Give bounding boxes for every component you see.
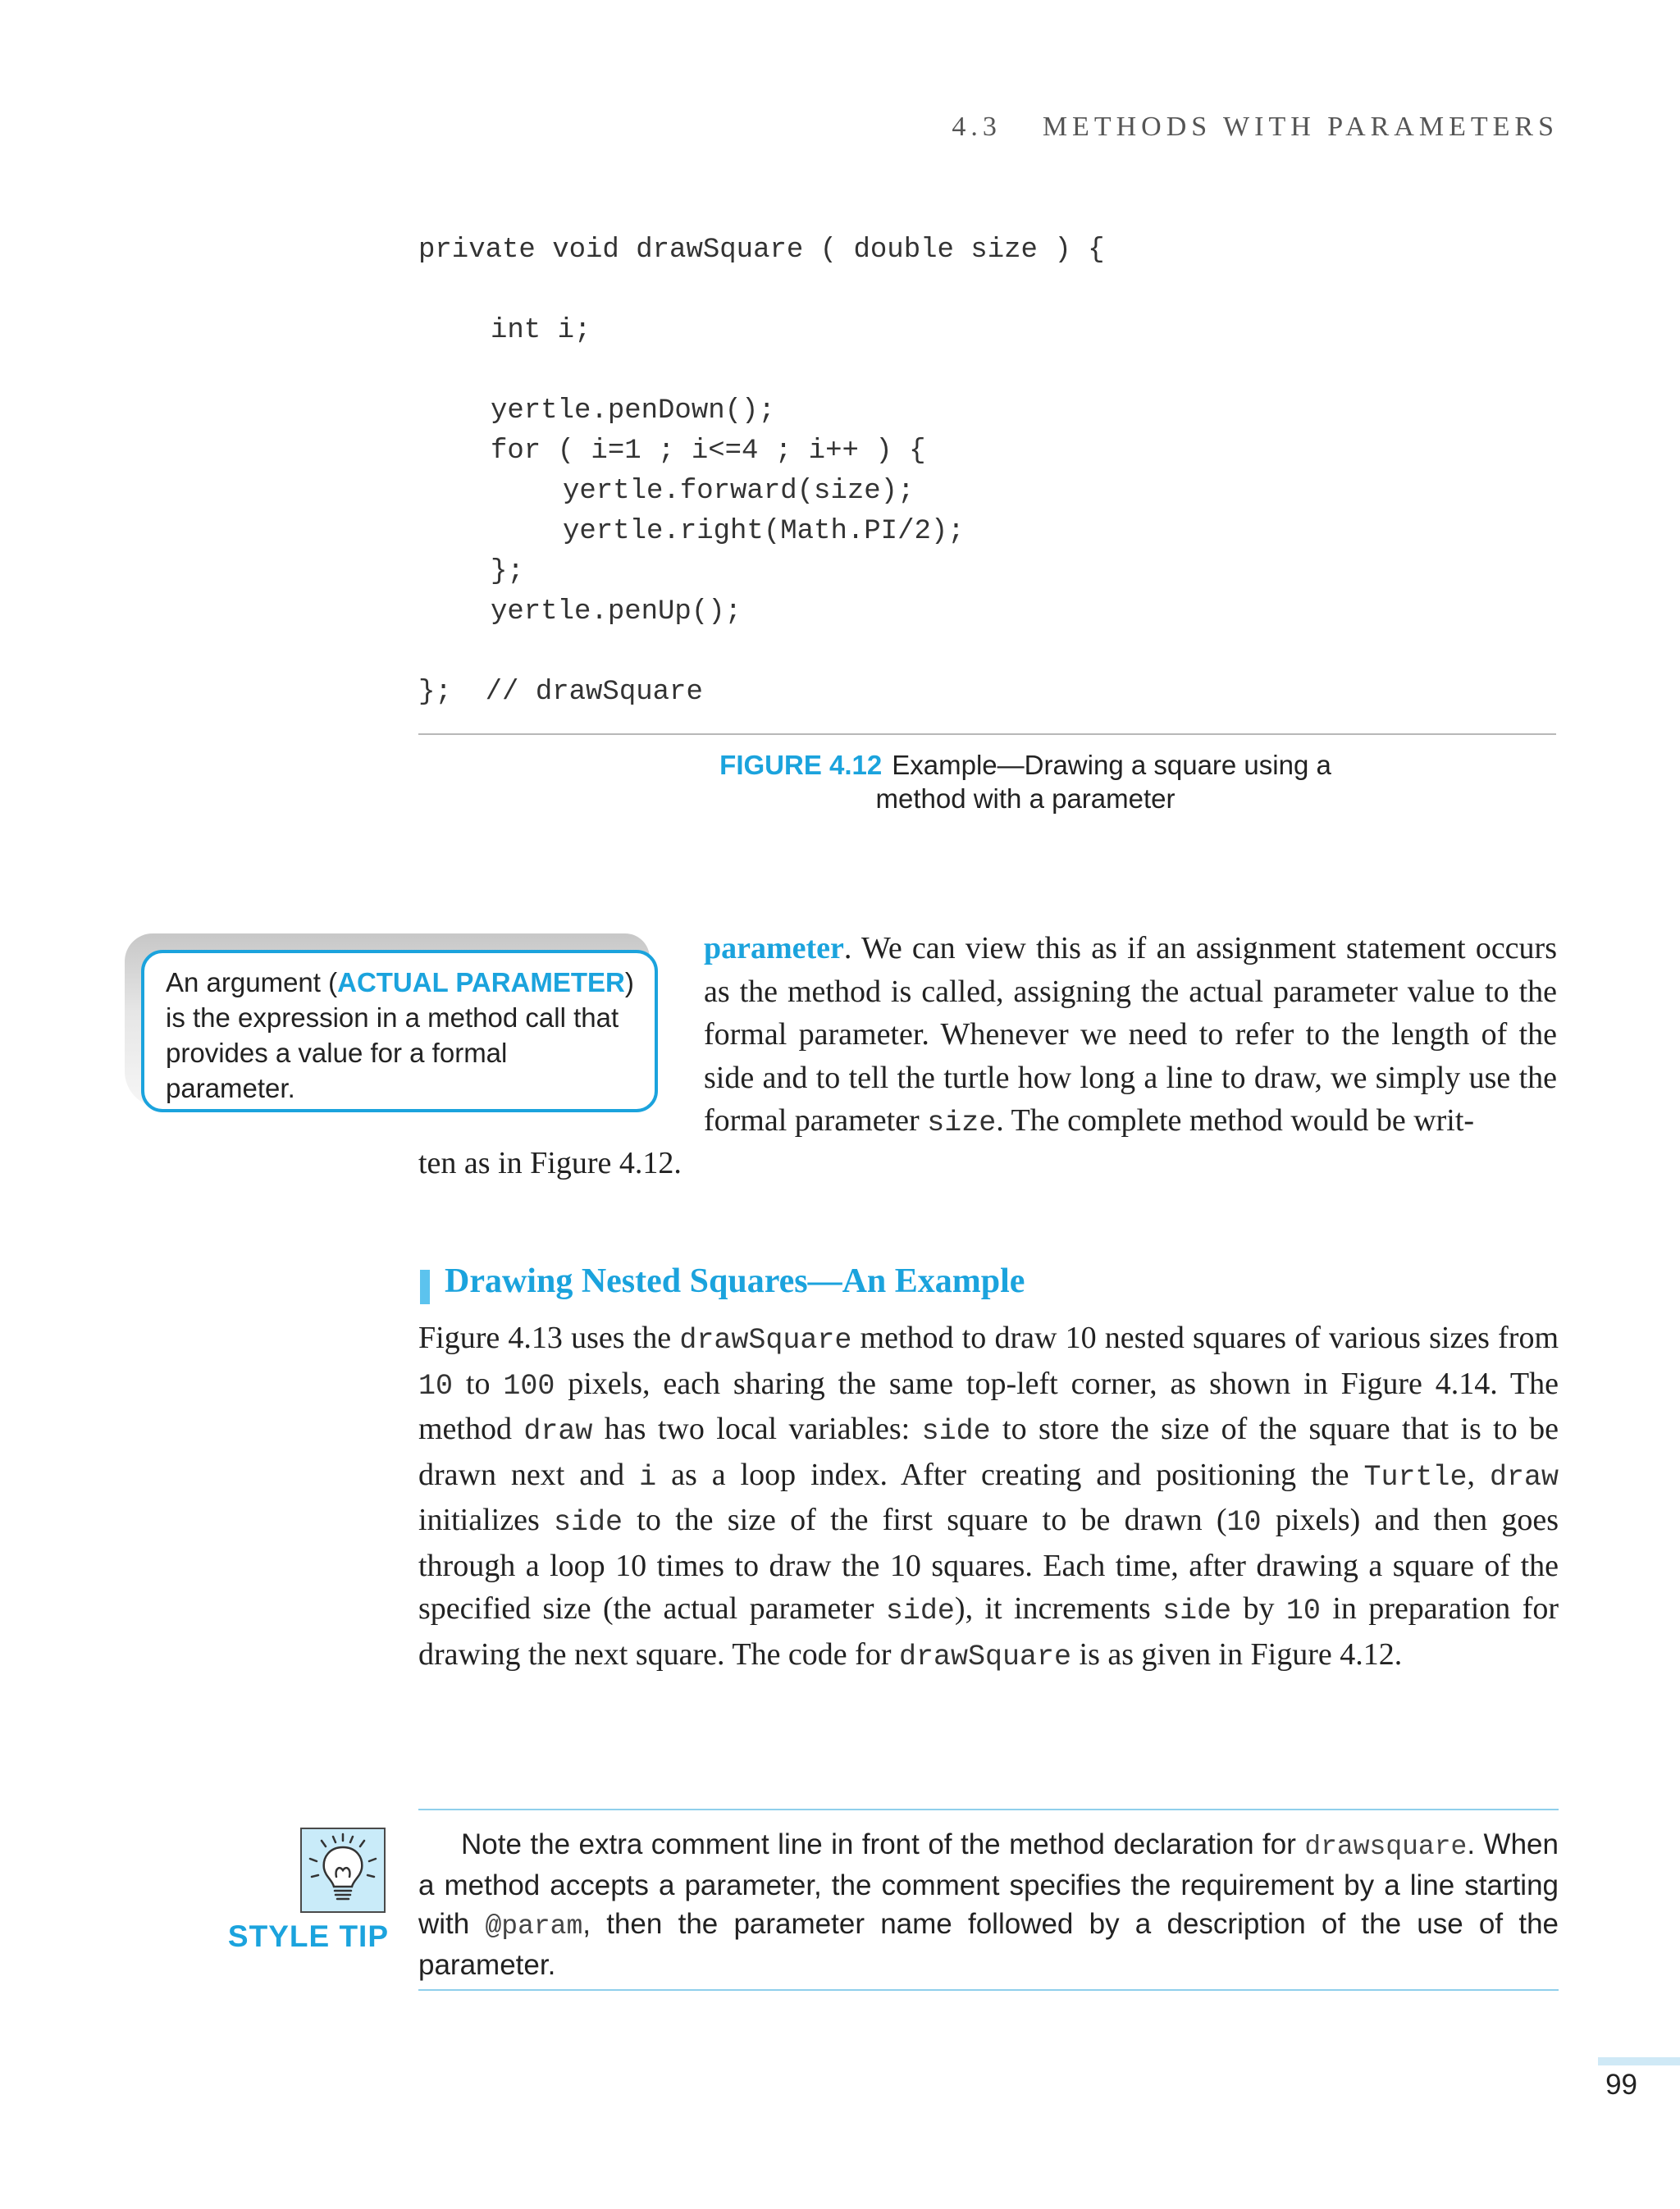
paragraph-text: ), it increments [954,1591,1163,1626]
inline-code: drawSquare [679,1324,852,1357]
paragraph-text: to store the size of the square that is to be drawn next and [418,1412,1559,1492]
style-tip-text [418,1825,1559,1984]
running-head [820,112,1559,143]
code-line: int i; [491,315,591,346]
inline-code: side [885,1595,955,1627]
paragraph-text: as a loop index. After creating and positioning the [656,1457,1364,1492]
inline-code: draw [523,1415,593,1448]
paragraph-text: . The complete method would be writ- [996,1103,1475,1138]
inline-code: size [927,1107,997,1139]
paragraph-text: . We can view this as if an assignment statement occurs as the method is called, assigning the actual parameter value to the formal parameter. Whenever we need to refer to the length of the side and to tell the turtle how long a line to draw, we simply use the formal parameter [704,931,1557,1138]
heading-bar [420,1270,430,1304]
figure-caption [574,748,1477,815]
inline-code: side [921,1415,991,1448]
inline-code: drawsquare [1304,1832,1468,1862]
style-tip-rule-bottom [418,1989,1559,1991]
figure-caption-text: Example—Drawing a square using a [892,750,1331,780]
figure-caption-line1 [574,748,1477,782]
inline-code: @param [485,1911,583,1942]
style-tip-label: STYLE TIP [227,1919,389,1953]
section-number: 4.3 [952,112,1002,142]
body-paragraph [704,927,1557,1145]
inline-code: Turtle [1363,1460,1468,1494]
code-line: yertle.right(Math.PI/2); [563,516,965,547]
paragraph-text: is as given in Figure 4.12. [1071,1636,1403,1672]
section-title: METHODS WITH PARAMETERS [1042,112,1559,142]
paragraph-text: pixels, each sharing the same top-left corner, as shown in Figure 4.14. The method [418,1366,1559,1446]
code-line: private void drawSquare ( double size ) { [418,235,1105,266]
body-paragraph [418,1317,1559,1678]
paragraph-text: initializes [418,1503,554,1537]
inline-code: draw [1490,1460,1559,1494]
code-line: }; [491,556,524,587]
inline-code: 100 [503,1369,555,1403]
lightbulb-icon [300,1828,386,1913]
inline-code: side [1162,1595,1232,1627]
inline-code: drawSquare [898,1640,1072,1673]
margin-note-prefix: An argument ( [166,967,338,997]
code-line: for ( i=1 ; i<=4 ; i++ ) { [491,436,926,467]
page-tab [1598,2057,1680,2065]
tip-text-segment: . When a method accepts a parameter, the comment specifies the requirement by a line starting with [418,1828,1559,1940]
tip-text-segment: Note the extra comment line in front of the method declaration for [461,1828,1305,1860]
code-line: yertle.penDown(); [491,395,775,427]
paragraph-text: to the size of the first square to be drawn ( [623,1503,1227,1537]
inline-code: 10 [1226,1506,1262,1539]
inline-code: 10 [418,1369,454,1403]
code-line: }; // drawSquare [418,677,703,708]
inline-code: 10 [1285,1595,1321,1627]
figure-caption-line2: method with a parameter [875,783,1176,814]
section-heading: Drawing Nested Squares—An Example [445,1262,1025,1300]
figure-label: FIGURE 4.12 [719,750,883,780]
paragraph-text: , [1467,1457,1490,1492]
figure-rule [418,733,1556,735]
paragraph-text: by [1231,1591,1286,1626]
paragraph-text: pixels) and then goes through a loop 10 times to draw the 10 squares. Each time, after drawing a square of the specified size (the actual parameter [418,1503,1559,1626]
paragraph-text: method to draw 10 nested squares of various sizes from [851,1321,1559,1355]
code-line: yertle.penUp(); [491,596,742,628]
paragraph-text: has two local variables: [592,1412,922,1446]
margin-note-keyword: ACTUAL PARAMETER [337,967,625,997]
page-number: 99 [1605,2069,1637,2101]
tip-text-segment: , then the parameter name followed by a description of the use of the parameter. [418,1908,1559,1981]
paragraph-text: in preparation for drawing the next square. The code for [418,1591,1559,1672]
inline-code: side [554,1506,623,1539]
inline-code: i [639,1460,657,1494]
margin-note-suffix: ) is the expression in a method call that provides a value for a formal parameter. [166,967,634,1103]
style-tip-rule-top [418,1809,1559,1810]
body-paragraph-tail: ten as in Figure 4.12. [418,1146,682,1180]
paragraph-text: to [453,1366,504,1401]
paragraph-text: Figure 4.13 uses the [418,1321,680,1355]
code-line: yertle.forward(size); [563,476,915,507]
margin-note [141,950,658,1112]
key-term: parameter [704,931,844,965]
